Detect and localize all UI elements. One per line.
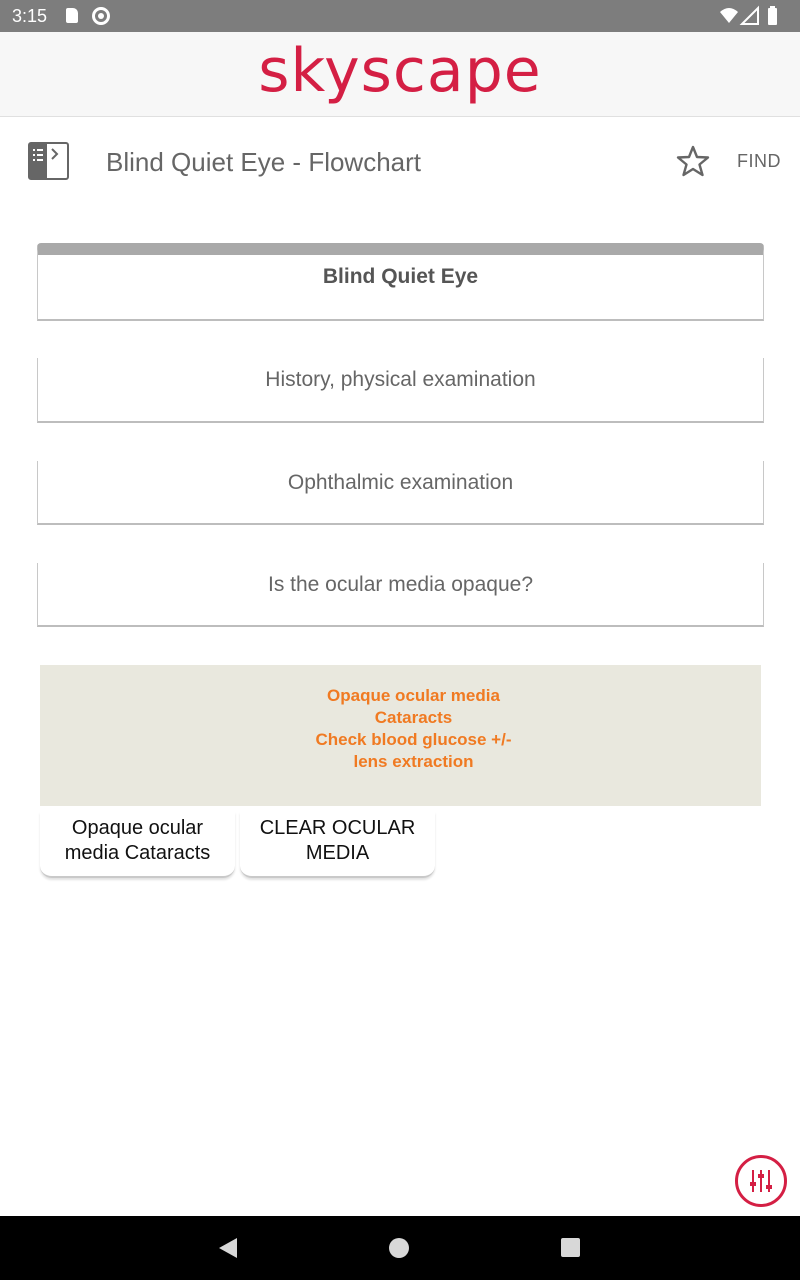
flowchart-node-ophthalmic: Ophthalmic examination	[37, 461, 764, 525]
option-label-line: Opaque ocular	[71, 817, 204, 839]
find-button[interactable]: FIND	[737, 151, 781, 171]
signal-icon	[742, 8, 758, 24]
sd-card-icon	[66, 8, 78, 23]
result-line: Opaque ocular media	[327, 686, 500, 705]
page-title: Blind Quiet Eye - Flowchart	[106, 147, 422, 177]
star-icon[interactable]	[676, 144, 710, 178]
sync-icon	[92, 7, 110, 25]
system-nav-bar	[0, 1216, 800, 1280]
flowchart-result-box	[40, 665, 761, 806]
brand-bar	[0, 32, 800, 117]
result-line: lens extraction	[353, 752, 474, 771]
home-icon[interactable]	[389, 1238, 409, 1258]
result-line: Check blood glucose +/-	[315, 730, 512, 749]
system-status-icons	[718, 5, 790, 27]
battery-icon	[768, 8, 777, 25]
flowchart-node-title: Blind Quiet Eye	[37, 243, 764, 321]
app-bar	[0, 118, 800, 204]
status-time: 3:15	[12, 6, 48, 26]
option-label-line: media Cataracts	[64, 842, 211, 864]
option-label-line: CLEAR OCULAR	[259, 817, 416, 839]
flowchart-node-history: History, physical examination	[37, 358, 764, 423]
status-bar	[0, 0, 800, 32]
flowchart-node-question: Is the ocular media opaque?	[37, 563, 764, 627]
back-icon[interactable]	[219, 1238, 237, 1258]
table-of-contents-icon[interactable]	[28, 140, 70, 182]
option-opaque-ocular-media-button[interactable]	[40, 812, 235, 878]
option-clear-ocular-media-button[interactable]	[240, 812, 435, 878]
settings-sliders-icon	[738, 1158, 784, 1204]
result-line: Cataracts	[374, 708, 453, 727]
option-label-line: MEDIA	[305, 842, 370, 864]
settings-fab[interactable]	[735, 1155, 787, 1207]
wifi-icon	[720, 8, 738, 23]
brand-logo: skyscape	[258, 36, 542, 106]
recents-icon[interactable]	[561, 1238, 580, 1257]
